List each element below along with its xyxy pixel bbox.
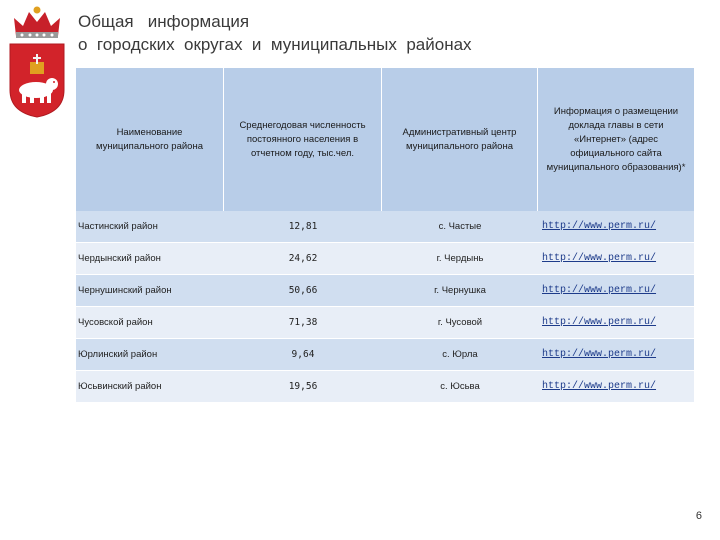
population-value: 50,66 bbox=[224, 275, 382, 307]
table-row bbox=[76, 243, 694, 275]
district-name: Частинский район bbox=[76, 211, 224, 243]
crown-icon bbox=[14, 7, 60, 39]
website-link[interactable]: http://www.perm.ru/ bbox=[542, 253, 657, 264]
website-cell bbox=[538, 339, 694, 371]
table-header-row bbox=[76, 68, 694, 211]
header-website-info: Информация о размещении доклада главы в сети «Интернет» (адрес официального сайта муниципального образования)* bbox=[538, 68, 694, 211]
admin-center: г. Чусовой bbox=[382, 307, 538, 339]
table-row bbox=[76, 307, 694, 339]
admin-center: г. Чернушка bbox=[382, 275, 538, 307]
admin-center: г. Чердынь bbox=[382, 243, 538, 275]
district-name: Юсьвинский район bbox=[76, 371, 224, 403]
website-cell bbox=[538, 307, 694, 339]
page-title bbox=[78, 10, 472, 56]
district-name: Чердынский район bbox=[76, 243, 224, 275]
website-link[interactable]: http://www.perm.ru/ bbox=[542, 285, 657, 296]
header-admin-center: Административный центр муниципального района bbox=[382, 68, 538, 211]
population-value: 12,81 bbox=[224, 211, 382, 243]
table-row bbox=[76, 211, 694, 243]
website-cell bbox=[538, 275, 694, 307]
header-district-name: Наименование муниципального района bbox=[76, 68, 224, 211]
header-population: Среднегодовая численность постоянного населения в отчетном году, тыс.чел. bbox=[224, 68, 382, 211]
table-row bbox=[76, 371, 694, 403]
population-value: 19,56 bbox=[224, 371, 382, 403]
website-link[interactable]: http://www.perm.ru/ bbox=[542, 317, 657, 328]
table-row bbox=[76, 339, 694, 371]
district-name: Юрлинский район bbox=[76, 339, 224, 371]
district-name: Чусовской район bbox=[76, 307, 224, 339]
admin-center: с. Частые bbox=[382, 211, 538, 243]
perm-coat-of-arms-icon bbox=[8, 6, 66, 118]
population-value: 24,62 bbox=[224, 243, 382, 275]
population-value: 71,38 bbox=[224, 307, 382, 339]
website-link[interactable]: http://www.perm.ru/ bbox=[542, 221, 657, 232]
website-cell bbox=[538, 371, 694, 403]
website-cell bbox=[538, 243, 694, 275]
page-number: 6 bbox=[695, 510, 702, 522]
website-cell bbox=[538, 211, 694, 243]
admin-center: с. Юсьва bbox=[382, 371, 538, 403]
title-line-1: Общая информация bbox=[78, 12, 250, 31]
website-link[interactable]: http://www.perm.ru/ bbox=[542, 349, 657, 360]
title-line-2: о городских округах и муниципальных районах bbox=[78, 35, 472, 54]
population-value: 9,64 bbox=[224, 339, 382, 371]
district-name: Чернушинский район bbox=[76, 275, 224, 307]
table-row bbox=[76, 275, 694, 307]
admin-center: с. Юрла bbox=[382, 339, 538, 371]
website-link[interactable]: http://www.perm.ru/ bbox=[542, 381, 657, 392]
districts-table bbox=[76, 68, 694, 403]
